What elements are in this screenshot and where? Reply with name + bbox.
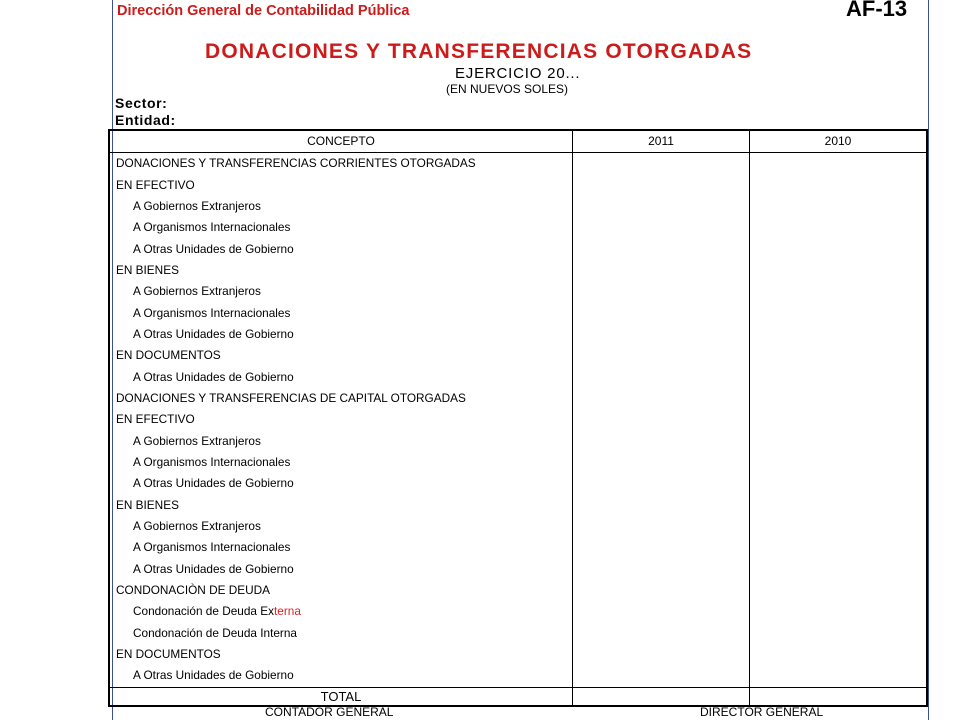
table-row <box>109 302 927 323</box>
concept-text: A Otras Unidades de Gobierno <box>133 326 294 341</box>
concept-text: A Otras Unidades de Gobierno <box>133 476 294 491</box>
concept-text: A Otras Unidades de Gobierno <box>133 241 294 256</box>
concept-cell <box>109 473 573 494</box>
total-label: TOTAL <box>109 687 573 706</box>
table-row <box>109 196 927 217</box>
concept-text: A Organismos Internacionales <box>133 540 291 555</box>
value-cell-2010[interactable] <box>750 623 928 644</box>
value-cell-2011[interactable] <box>573 366 750 387</box>
table-row <box>109 623 927 644</box>
value-cell-2011[interactable] <box>573 217 750 238</box>
table-row <box>109 495 927 516</box>
value-cell-2011[interactable] <box>573 238 750 259</box>
concept-cell <box>109 537 573 558</box>
page-title: DONACIONES Y TRANSFERENCIAS OTORGADAS <box>205 40 753 63</box>
value-cell-2011[interactable] <box>573 452 750 473</box>
value-cell-2010[interactable] <box>750 238 928 259</box>
value-cell-2011[interactable] <box>573 516 750 537</box>
table-row <box>109 665 927 687</box>
concept-text: CONDONACIÒN DE DEUDA <box>116 583 271 598</box>
value-cell-2010[interactable] <box>750 537 928 558</box>
value-cell-2010[interactable] <box>750 559 928 580</box>
value-cell-2010[interactable] <box>750 174 928 195</box>
table-row <box>109 537 927 558</box>
table-row <box>109 324 927 345</box>
table-row <box>109 644 927 665</box>
table-row <box>109 174 927 195</box>
concept-text: A Gobiernos Extranjeros <box>133 519 261 534</box>
concept-text: A Otras Unidades de Gobierno <box>133 369 294 384</box>
table-row <box>109 153 927 175</box>
concept-text: A Otras Unidades de Gobierno <box>133 668 294 683</box>
value-cell-2011[interactable] <box>573 473 750 494</box>
concept-text: A Gobiernos Extranjeros <box>133 433 261 448</box>
concept-cell <box>109 302 573 323</box>
signature-contador: CONTADOR GENERAL <box>265 705 394 719</box>
value-cell-2010[interactable] <box>750 430 928 451</box>
signature-bar <box>112 703 927 720</box>
value-cell-2011[interactable] <box>573 580 750 601</box>
table-row <box>109 366 927 387</box>
concept-text: A Otras Unidades de Gobierno <box>133 561 294 576</box>
value-cell-2011[interactable] <box>573 644 750 665</box>
concept-cell <box>109 409 573 430</box>
value-cell-2010[interactable] <box>750 196 928 217</box>
exercise-label: EJERCICIO 20... <box>455 65 581 82</box>
concept-text: A Gobiernos Extranjeros <box>133 198 261 213</box>
value-cell-2011[interactable] <box>573 665 750 687</box>
concept-cell <box>109 665 573 687</box>
value-cell-2010[interactable] <box>750 644 928 665</box>
concept-cell <box>109 495 573 516</box>
table-row <box>109 238 927 259</box>
table-row <box>109 516 927 537</box>
concept-text: DONACIONES Y TRANSFERENCIAS DE CAPITAL OTORGADAS <box>116 390 466 405</box>
concept-text: A Organismos Internacionales <box>133 305 291 320</box>
value-cell-2011[interactable] <box>573 260 750 281</box>
column-header-2011: 2011 <box>573 130 750 153</box>
signature-director: DIRECTOR GENERAL <box>700 705 824 719</box>
value-cell-2010[interactable] <box>750 452 928 473</box>
table-row <box>109 473 927 494</box>
table-row <box>109 260 927 281</box>
concept-text: Condonación de Deuda Interna <box>133 625 297 640</box>
value-cell-2011[interactable] <box>573 495 750 516</box>
table-row <box>109 409 927 430</box>
concept-cell <box>109 174 573 195</box>
concept-text: A Organismos Internacionales <box>133 220 291 235</box>
table-row <box>109 345 927 366</box>
table-row <box>109 601 927 622</box>
value-cell-2011[interactable] <box>573 153 750 175</box>
value-cell-2010[interactable] <box>750 324 928 345</box>
value-cell-2010[interactable] <box>750 281 928 302</box>
value-cell-2010[interactable] <box>750 388 928 409</box>
value-cell-2010[interactable] <box>750 409 928 430</box>
concept-text: EN EFECTIVO <box>116 412 195 427</box>
concept-text: A Organismos Internacionales <box>133 454 291 469</box>
concept-cell <box>109 196 573 217</box>
value-cell-2011[interactable] <box>573 430 750 451</box>
concept-cell <box>109 217 573 238</box>
column-header-concepto: CONCEPTO <box>109 130 573 153</box>
value-cell-2010[interactable] <box>750 516 928 537</box>
concept-cell <box>109 238 573 259</box>
value-cell-2010[interactable] <box>750 665 928 687</box>
value-cell-2010[interactable] <box>750 366 928 387</box>
value-cell-2011[interactable] <box>573 345 750 366</box>
value-cell-2011[interactable] <box>573 409 750 430</box>
concept-cell <box>109 281 573 302</box>
concept-cell <box>109 559 573 580</box>
value-cell-2010[interactable] <box>750 473 928 494</box>
table-row <box>109 281 927 302</box>
value-cell-2010[interactable] <box>750 580 928 601</box>
concept-text: EN BIENES <box>116 497 179 512</box>
table-header-row <box>109 130 927 153</box>
concept-text: DONACIONES Y TRANSFERENCIAS CORRIENTES OTORGADAS <box>116 156 476 171</box>
currency-note: (EN NUEVOS SOLES) <box>446 82 569 96</box>
table-row <box>109 559 927 580</box>
value-cell-2010[interactable] <box>750 153 928 175</box>
table-row <box>109 452 927 473</box>
concept-cell <box>109 516 573 537</box>
value-cell-2010[interactable] <box>750 495 928 516</box>
table-row <box>109 430 927 451</box>
concept-cell <box>109 345 573 366</box>
value-cell-2011[interactable] <box>573 601 750 622</box>
concept-text: A Gobiernos Extranjeros <box>133 284 261 299</box>
value-cell-2011[interactable] <box>573 196 750 217</box>
concept-cell <box>109 366 573 387</box>
value-cell-2011[interactable] <box>573 559 750 580</box>
concept-cell <box>109 430 573 451</box>
concept-cell <box>109 388 573 409</box>
value-cell-2010[interactable] <box>750 345 928 366</box>
concept-text: EN EFECTIVO <box>116 177 195 192</box>
concept-text: EN DOCUMENTOS <box>116 647 221 662</box>
table-row <box>109 388 927 409</box>
concept-text-suffix: terna <box>274 604 301 619</box>
form-code: AF-13 <box>846 0 908 21</box>
concept-cell <box>109 452 573 473</box>
value-cell-2011[interactable] <box>573 388 750 409</box>
concept-text: EN DOCUMENTOS <box>116 348 221 363</box>
value-cell-2011[interactable] <box>573 324 750 345</box>
concept-text: Condonación de Deuda Ex <box>133 604 275 619</box>
value-cell-2010[interactable] <box>750 601 928 622</box>
value-cell-2011[interactable] <box>573 281 750 302</box>
value-cell-2010[interactable] <box>750 260 928 281</box>
concept-cell <box>109 153 573 175</box>
sector-label: Sector: <box>115 95 168 111</box>
entity-label: Entidad: <box>115 112 176 128</box>
concept-text: EN BIENES <box>116 262 179 277</box>
concept-cell <box>109 644 573 665</box>
organization-name: Dirección General de Contabilidad Pública <box>117 3 410 19</box>
table-row <box>109 217 927 238</box>
value-cell-2011[interactable] <box>573 174 750 195</box>
value-cell-2010[interactable] <box>750 217 928 238</box>
value-cell-2011[interactable] <box>573 302 750 323</box>
concept-cell <box>109 623 573 644</box>
value-cell-2011[interactable] <box>573 623 750 644</box>
concept-cell <box>109 601 573 622</box>
concept-cell <box>109 260 573 281</box>
transfers-table <box>108 129 928 707</box>
value-cell-2010[interactable] <box>750 302 928 323</box>
concept-cell <box>109 324 573 345</box>
value-cell-2011[interactable] <box>573 537 750 558</box>
column-header-2010: 2010 <box>750 130 928 153</box>
concept-cell <box>109 580 573 601</box>
table-row <box>109 580 927 601</box>
